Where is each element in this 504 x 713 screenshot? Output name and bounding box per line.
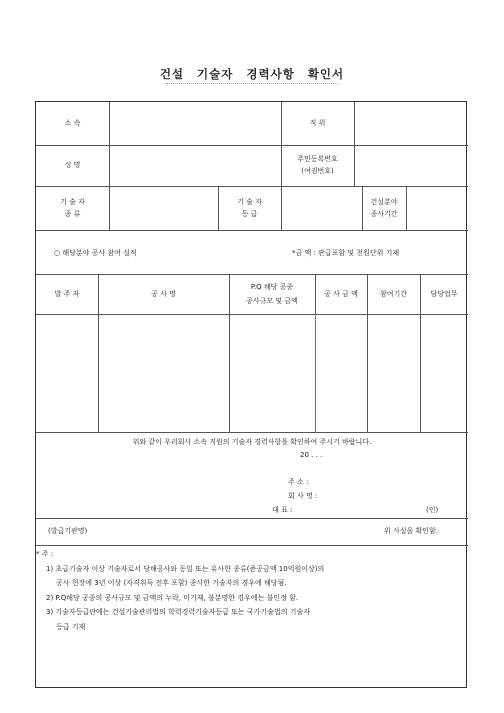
rule [281, 186, 282, 230]
col-client: 발 주 자 [54, 290, 80, 298]
amount-note: *금 액 : 관급포함 및 천원단위 기재 [292, 249, 400, 257]
title-underline [166, 83, 338, 84]
rule [354, 102, 355, 186]
rule [36, 432, 468, 433]
rule [36, 274, 468, 275]
col-period: 참여기간 [379, 290, 408, 298]
passport-label: (여권번호) [301, 167, 334, 175]
document-title: 건설 기술자 경력사항 확인서 [159, 67, 345, 81]
resident-id-label: 주민등록번호 [297, 155, 338, 163]
rule [36, 186, 468, 187]
rule [362, 186, 363, 230]
issuer-label: (발급기관명) [48, 527, 88, 535]
col-pq: P.Q 해당 공종 [250, 283, 294, 291]
note-item: 3) 기술자등급란에는 건설기술관리법의 학력경력기술자등급 또는 국가기술법의 기술자 [46, 608, 310, 616]
tech-type-label: 기 술 자 [60, 198, 85, 206]
rule [36, 145, 468, 146]
rule [109, 102, 110, 230]
col-pq: 공사규모 및 금액 [246, 297, 298, 305]
footnotes [36, 547, 324, 634]
note-heading: * 주 : [36, 550, 54, 558]
rule [36, 230, 468, 231]
rule [36, 518, 468, 519]
note-item: 1) 초급기술자 이상 기술자로서 당해공사와 동일 또는 유사한 종류(준공금액 10억원이상)의 [46, 564, 325, 573]
rule [315, 314, 316, 432]
records-section-label: ○ 해당분야 공사 참여 실적 [54, 249, 137, 257]
tech-grade-label: 등 급 [241, 210, 258, 218]
name-label: 성 명 [64, 161, 81, 169]
field-period-label: 건설분야 [370, 198, 398, 206]
rule [406, 186, 407, 230]
company-label: 회 사 명 : [288, 492, 318, 500]
rule [218, 186, 219, 230]
col-duty: 담당업무 [430, 290, 458, 298]
col-project: 공 사 명 [151, 290, 176, 298]
note-item: 공사 현장에 3년 이상 (자격취득 전후 포함) 종사한 기술자의 경우에 해당됨. [56, 579, 287, 587]
position-label: 직 위 [309, 119, 326, 127]
note-item: 2) P.Q해당 공종의 공사규모 및 금액의 누락, 미기재, 불분명한 경우에는 불인정 함. [46, 593, 299, 602]
rule [36, 545, 468, 546]
seal-mark: (인) [426, 506, 439, 514]
address-label: 주 소 : [288, 478, 309, 486]
affiliation-label: 소 속 [64, 119, 81, 127]
note-item: 등급 기재 [56, 622, 86, 631]
representative-label: 대 표 : [272, 506, 293, 514]
rule [36, 314, 468, 315]
tech-grade-label: 기 술 자 [237, 198, 262, 206]
field-period-label: 종사기간 [370, 210, 398, 218]
confirmation-date: 20 . . . [300, 451, 323, 459]
issuer-confirm: 위 사실을 확인함. [384, 527, 439, 535]
tech-type-label: 종 류 [64, 210, 81, 218]
col-amount: 공 사 금 액 [324, 290, 358, 298]
confirmation-request: 위와 같이 우리회사 소속 직원의 기술자 경력사항을 확인하여 주시기 바랍니다. [132, 438, 372, 446]
